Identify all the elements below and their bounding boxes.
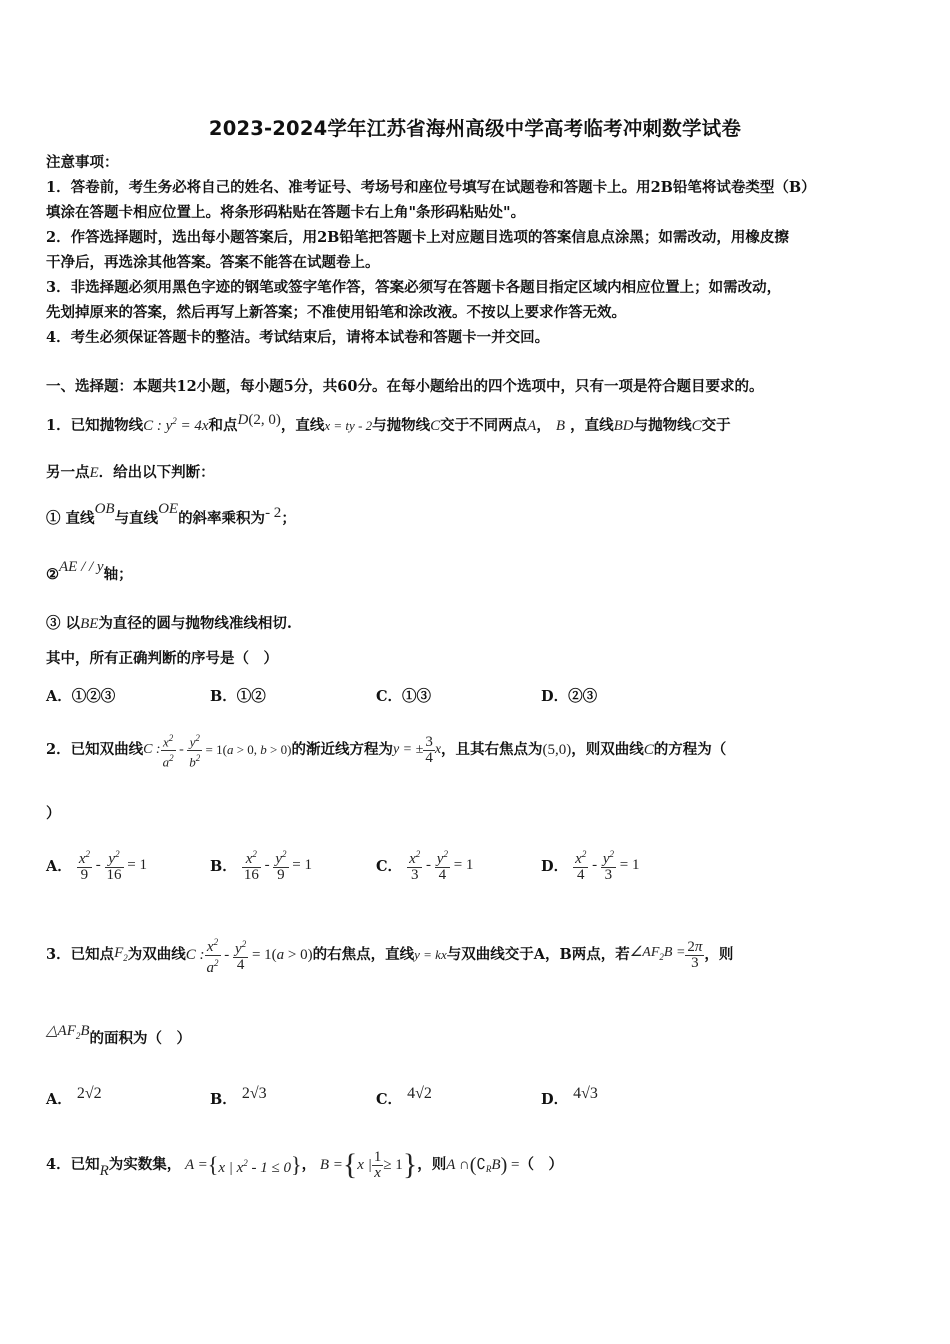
question-3-stem: 3．已知点 $F_2$ 为双曲线 C : $\frac{x^2}{a^2}$ - $\frac{y^2}{4}$ = 1(a > 0) 的右焦点，直线 y = kx 与双曲线交于A，B两点，若 $\angle AF_2B$ = $\frac{2\pi}{3}$ ，则 [46, 936, 734, 976]
option-b[interactable]: B．①② [210, 688, 266, 705]
option-b[interactable]: B． $\frac{x^2}{16}$ - $\frac{y^2}{9}$ = 1 [210, 849, 312, 883]
notice-line: 先划掉原来的答案，然后再写上新答案；不准使用铅笔和涂改液。不按以上要求作答无效。 [46, 304, 626, 321]
option-c[interactable]: C． 4√2 [376, 1085, 432, 1108]
option-c[interactable]: C．①③ [376, 688, 432, 705]
notice-line: 4．考生必须保证答题卡的整洁。考试结束后，请将本试卷和答题卡一并交回。 [46, 329, 550, 346]
question-1-line-1: 1．已知抛物线C : $y^2 = 4x$和点D(2, 0)，直线x = ty - 2与抛物线C交于不同两点A， B ，直线BD与抛物线C交于 [46, 412, 731, 434]
option-c[interactable]: C． $\frac{x^2}{3}$ - $\frac{y^2}{4}$ = 1 [376, 849, 474, 883]
option-a[interactable]: A． $\frac{x^2}{9}$ - $\frac{y^2}{16}$ = 1 [46, 849, 147, 883]
notice-line: 填涂在答题卡相应位置上。将条形码粘贴在答题卡右上角"条形码粘贴处"。 [46, 204, 526, 221]
notice-line: 2．作答选择题时，选出每小题答案后，用2B铅笔把答题卡上对应题目选项的答案信息点涂黑；如需改动，用橡皮擦 [46, 229, 789, 246]
question-3-ask: $\triangle AF_2B$的面积为（ ） [46, 1023, 192, 1047]
page-title: 2023-2024学年江苏省海州高级中学高考临考冲刺数学试卷 [208, 117, 742, 140]
option-d[interactable]: D． 4√3 [541, 1085, 598, 1108]
statement-3: ③ 以BE为直径的圆与抛物线准线相切. [46, 615, 292, 632]
option-b[interactable]: B． 2√3 [210, 1085, 267, 1108]
section-heading: 一、选择题：本题共12小题，每小题5分，共60分。在每小题给出的四个选项中，只有一项是符合题目要求的。 [46, 378, 764, 395]
option-d[interactable]: D． $\frac{x^2}{4}$ - $\frac{y^2}{3}$ = 1 [541, 849, 640, 883]
question-2-stem: 2．已知双曲线 C : $\frac{x^2}{a^2}$ - $\frac{y^2}{b^2}$ = 1(a > 0, b > 0) 的渐近线方程为 y = ± $\frac{3}{4}$ x ，且其右焦点为 (5,0) ，则双曲线 C 的方程为（ [46, 733, 727, 769]
option-d[interactable]: D．②③ [541, 688, 598, 705]
option-a[interactable]: A．①②③ [46, 688, 116, 705]
notice-heading: 注意事项： [46, 154, 119, 171]
notice-line: 干净后，再选涂其他答案。答案不能答在试题卷上。 [46, 254, 380, 271]
question-1-line-2: 另一点E．给出以下判断： [46, 464, 215, 481]
notice-line: 1．答卷前，考生务必将自己的姓名、准考证号、考场号和座位号填写在试题卷和答题卡上。用2B铅笔将试卷类型（B） [46, 179, 816, 196]
question-2-close: ） [46, 805, 61, 822]
question-1-ask: 其中，所有正确判断的序号是（ ） [46, 650, 278, 667]
option-a[interactable]: A． 2√2 [46, 1085, 102, 1108]
statement-2: ②AE / / y轴； [46, 559, 133, 583]
question-4-stem: 4．已知 R 为实数集， A = { x | $x^2 - 1 \le 0$ } ， B = { x | $\frac{1}{x}$ ≥ 1 } ，则 A ∩ ( ∁ R B ) = （ ） [46, 1148, 563, 1181]
notice-line: 3．非选择题必须用黑色字迹的钢笔或签字笔作答，答案必须写在答题卡各题目指定区域内相应位置上；如需改动， [46, 279, 782, 296]
statement-1: ① 直线OB与直线OE的斜率乘积为- 2； [46, 501, 296, 527]
